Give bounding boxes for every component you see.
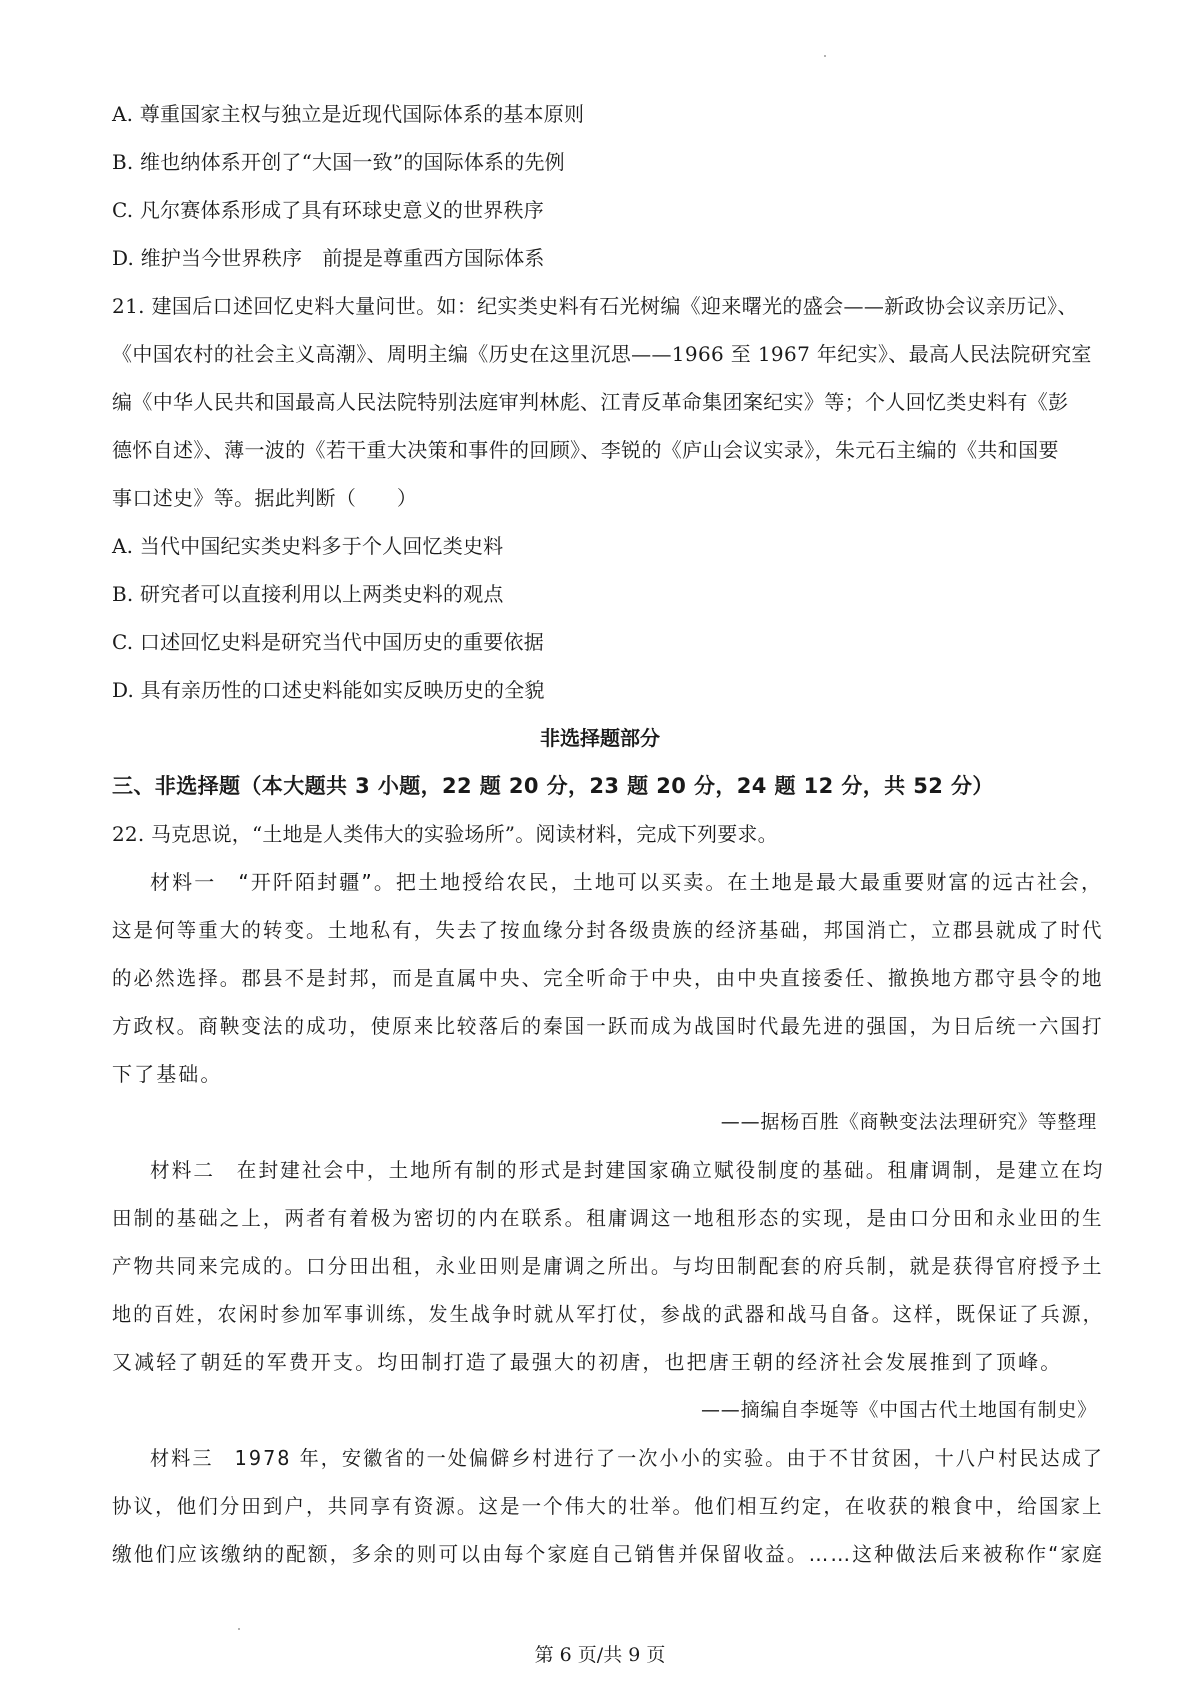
q22-stem: 22. 马克思说，“土地是人类伟大的实验场所”。阅读材料，完成下列要求。 <box>112 822 778 846</box>
q21-stem-line: 编《中华人民共和国最高人民法院特别法庭审判林彪、江青反革命集团案纪实》等；个人回忆类史料有《彭 <box>112 390 1069 414</box>
material1-line: 的必然选择。郡县不是封邦，而是直属中央、完全听命于中央，由中央直接委任、撤换地方郡守县令的地 <box>112 966 1104 990</box>
q20-option-d: D. 维护当今世界秩序 前提是尊重西方国际体系 <box>112 246 545 270</box>
part-title: 三、非选择题（本大题共 3 小题，22 题 20 分，23 题 20 分，24 题 12 分，共 52 分） <box>112 774 994 798</box>
material2-line: 又减轻了朝廷的军费开支。均田制打造了最强大的初唐，也把唐王朝的经济社会发展推到了顶峰。 <box>112 1350 1063 1374</box>
q21-option-b: B. 研究者可以直接利用以上两类史料的观点 <box>112 582 504 606</box>
scan-speck <box>824 55 826 57</box>
q21-option-d: D. 具有亲历性的口述史料能如实反映历史的全貌 <box>112 678 545 702</box>
q21-option-c: C. 口述回忆史料是研究当代中国历史的重要依据 <box>112 630 544 654</box>
q20-option-a: A. 尊重国家主权与独立是近现代国际体系的基本原则 <box>112 102 585 126</box>
q20-option-b: B. 维也纳体系开创了“大国一致”的国际体系的先例 <box>112 150 565 174</box>
material1-line: 下了基础。 <box>112 1062 223 1086</box>
q21-option-a: A. 当代中国纪实类史料多于个人回忆类史料 <box>112 534 504 558</box>
material3-line: 材料三 1978 年，安徽省的一处偏僻乡村进行了一次小小的实验。由于不甘贫困，十八户村民达成了 <box>150 1446 1104 1470</box>
page-footer: 第 6 页/共 9 页 <box>534 1644 666 1666</box>
q21-stem-line: 21. 建国后口述回忆史料大量问世。如：纪实类史料有石光树编《迎来曙光的盛会——新政协会议亲历记》、 <box>112 294 1078 318</box>
material2-line: 田制的基础之上，两者有着极为密切的内在联系。租庸调这一地租形态的实现，是由口分田和永业田的生 <box>112 1206 1104 1230</box>
q21-stem-line: 《中国农村的社会主义高潮》、周明主编《历史在这里沉思——1966 至 1967 年纪实》、最高人民法院研究室 <box>112 342 1092 366</box>
q21-stem-line: 事口述史》等。据此判断（ ） <box>112 486 418 510</box>
material3-line: 协议，他们分田到户，共同享有资源。这是一个伟大的壮举。他们相互约定，在收获的粮食中，给国家上 <box>112 1494 1104 1518</box>
q20-option-c: C. 凡尔赛体系形成了具有环球史意义的世界秩序 <box>112 198 544 222</box>
material2-line: 材料二 在封建社会中，土地所有制的形式是封建国家确立赋役制度的基础。租庸调制，是建立在均 <box>150 1158 1105 1182</box>
material3-line: 缴他们应该缴纳的配额，多余的则可以由每个家庭自己销售并保留收益。……这种做法后来被称作“家庭 <box>112 1542 1104 1566</box>
material1-line: 材料一 “开阡陌封疆”。把土地授给农民，土地可以买卖。在土地是最大最重要财富的远古社会， <box>150 870 1104 894</box>
material1-line: 方政权。商鞅变法的成功，使原来比较落后的秦国一跃而成为战国时代最先进的强国，为日后统一六国打 <box>112 1014 1104 1038</box>
material1-source: ——据杨百胜《商鞅变法法理研究》等整理 <box>720 1111 1097 1133</box>
scan-speck <box>238 1628 240 1630</box>
material1-line: 这是何等重大的转变。土地私有，失去了按血缘分封各级贵族的经济基础，邦国消亡，立郡县就成了时代 <box>112 918 1104 942</box>
material2-line: 产物共同来完成的。口分田出租，永业田则是庸调之所出。与均田制配套的府兵制，就是获得官府授予土 <box>112 1254 1104 1278</box>
material2-source: ——摘编自李埏等《中国古代土地国有制史》 <box>700 1399 1097 1421</box>
section-heading: 非选择题部分 <box>540 726 660 750</box>
q21-stem-line: 德怀自述》、薄一波的《若干重大决策和事件的回顾》、李锐的《庐山会议实录》，朱元石主编的《共和国要 <box>112 438 1059 462</box>
material2-line: 地的百姓，农闲时参加军事训练，发生战争时就从军打仗，参战的武器和战马自备。这样，既保证了兵源， <box>112 1302 1104 1326</box>
